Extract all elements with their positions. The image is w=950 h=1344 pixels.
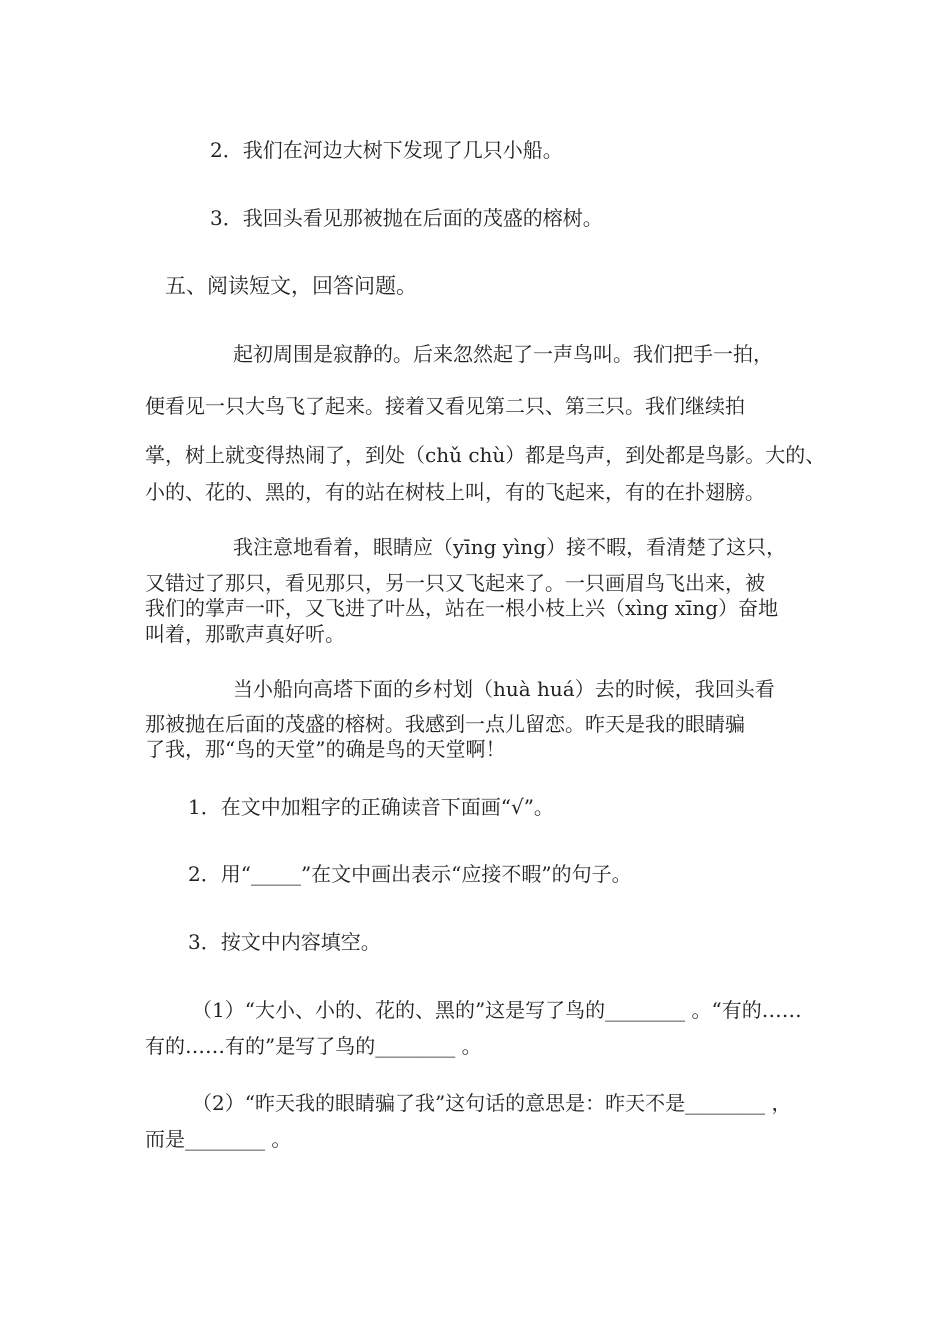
passage-p2-line4: 叫着，那歌声真好听。 (145, 622, 345, 646)
question-3-1-line1: （1）“大小、小的、花的、黑的”这是写了鸟的________ 。“有的…… (192, 998, 802, 1022)
question-3-1-line2: 有的……有的”是写了鸟的________ 。 (145, 1034, 482, 1058)
item-3: 3．我回头看见那被抛在后面的茂盛的榕树。 (210, 206, 603, 230)
question-2: 2．用“_____”在文中画出表示“应接不暇”的句子。 (188, 862, 632, 886)
question-3: 3．按文中内容填空。 (188, 930, 381, 954)
item-2: 2．我们在河边大树下发现了几只小船。 (210, 138, 563, 162)
passage-p1-line3-sans: 掌，树上就变得热闹了，到处 (145, 443, 405, 467)
passage-p2-line2: 又错过了那只，看见那只，另一只又飞起来了。一只画眉鸟飞出来，被 (145, 571, 765, 595)
passage-p1-line3 (145, 441, 825, 469)
passage-p1-line3-serif: （chǔ chù）都是鸟声，到处都是鸟影。大的、 (405, 443, 826, 467)
passage-p2-line1-serif: （yīng yìng）接不暇，看清楚了这只， (433, 535, 787, 559)
passage-p2-line1 (233, 533, 786, 561)
passage-p1-line1: 起初周围是寂静的。后来忽然起了一声鸟叫。我们把手一拍， (233, 342, 773, 366)
passage-p3-line1-sans: 当小船向高塔下面的乡村划 (233, 677, 473, 701)
question-3-2-line1: （2）“昨天我的眼睛骗了我”这句话的意思是：昨天不是________ ， (192, 1091, 792, 1115)
passage-p1-line4: 小的、花的、黑的，有的站在树枝上叫，有的飞起来，有的在扑翅膀。 (145, 480, 765, 504)
passage-p3-line3: 了我，那“鸟的天堂”的确是鸟的天堂啊！ (145, 737, 506, 761)
passage-p1-line2: 便看见一只大鸟飞了起来。接着又看见第二只、第三只。我们继续拍 (145, 394, 745, 418)
passage-p3-line1 (233, 675, 775, 703)
passage-p2-line3: 我们的掌声一吓，又飞进了叶丛，站在一根小枝上兴（xìng xīng）奋地 (145, 596, 779, 620)
passage-p3-line2: 那被抛在后面的茂盛的榕树。我感到一点儿留恋。昨天是我的眼睛骗 (145, 712, 745, 736)
passage-p3-line1-serif: （huà huá）去的时候，我回头看 (473, 677, 775, 701)
section-title: 五、阅读短文，回答问题。 (165, 274, 417, 298)
question-3-2-line2: 而是________ 。 (145, 1127, 292, 1151)
question-1: 1．在文中加粗字的正确读音下面画“√”。 (188, 795, 554, 819)
passage-p2-line1-sans: 我注意地看着，眼睛应 (233, 535, 433, 559)
